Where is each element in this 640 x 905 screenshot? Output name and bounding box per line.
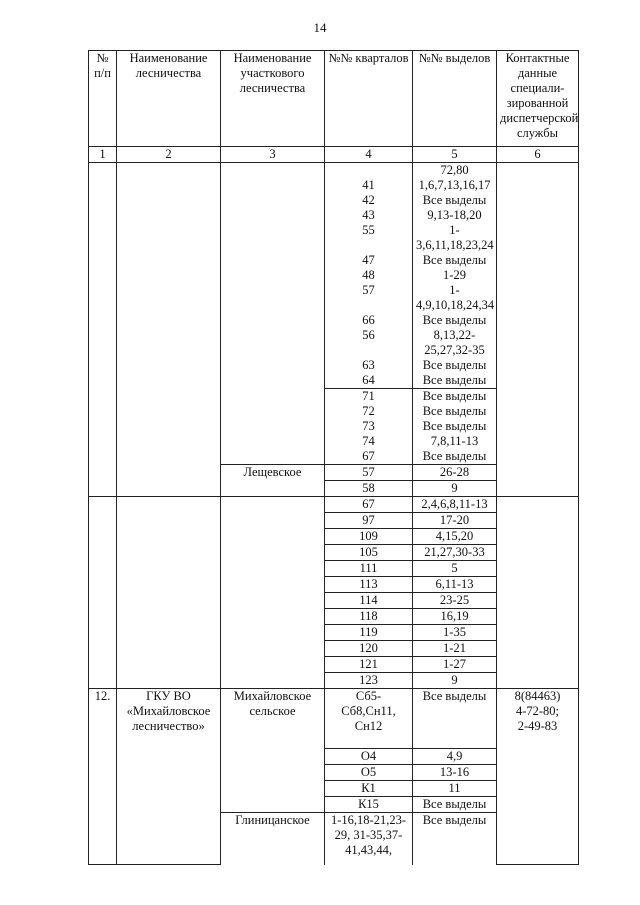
col-number: 6 [497, 147, 579, 163]
contacts-cell [497, 163, 579, 497]
lesnichestvo-cell [117, 163, 221, 497]
uchastkovoe-cell [221, 163, 325, 465]
kvartal-cell: 118 [325, 609, 413, 625]
vydel-cell: 16,19 [413, 609, 497, 625]
header-num: № п/п [89, 51, 117, 147]
num-cell [89, 163, 117, 497]
vydel-cell: Все выделы [413, 797, 497, 813]
forestry-table [88, 50, 579, 865]
contacts-cell [497, 497, 579, 689]
row-number: 12. [89, 689, 117, 865]
kvartal-cell: О5 [325, 765, 413, 781]
kvartal-cell: 113 [325, 577, 413, 593]
vydely-cell: Все выделы Все выделы Все выделы 7,8,11-13 Все выделы [413, 389, 497, 465]
vydel-cell: 13-16 [413, 765, 497, 781]
vydel-cell: 1-35 [413, 625, 497, 641]
uchastkovoe-cell [221, 497, 325, 689]
num-cell [89, 497, 117, 689]
vydel-cell: 11 [413, 781, 497, 797]
table-row [89, 689, 579, 749]
col-number: 1 [89, 147, 117, 163]
vydel-cell: 2,4,6,8,11-13 [413, 497, 497, 513]
kvartaly-cell: 41 42 43 55 47 48 57 66 56 63 64 [325, 163, 413, 389]
page-number: 14 [313, 20, 327, 35]
vydel-cell: 6,11-13 [413, 577, 497, 593]
kvartal-cell: 121 [325, 657, 413, 673]
kvartal-cell: К1 [325, 781, 413, 797]
kvartal-cell: О4 [325, 749, 413, 765]
kvartaly-cell: 71 72 73 74 67 [325, 389, 413, 465]
kvartal-cell: 97 [325, 513, 413, 529]
kvartal-cell: 114 [325, 593, 413, 609]
kvartal-cell: 123 [325, 673, 413, 689]
header-contacts: Контактные данные специали-зированной диспетчерской службы [497, 51, 579, 147]
col-number: 5 [413, 147, 497, 163]
vydel-cell: Все выделы [413, 813, 497, 865]
kvartal-cell: 111 [325, 561, 413, 577]
vydely-cell: 72,80 1,6,7,13,16,17 Все выделы 9,13-18,20 1- 3,6,11,18,23,24 Все выделы 1-29 1- 4,9,10,18,24,34 Все выделы 8,13,22- 25,27,32-35 Все выделы Все выделы [413, 163, 497, 389]
lesnichestvo-name: ГКУ ВО «Михайловское лесничество» [117, 689, 221, 865]
kvartal-cell: 109 [325, 529, 413, 545]
vydel-cell: 1-27 [413, 657, 497, 673]
kvartal-cell: К15 [325, 797, 413, 813]
column-number-row [89, 147, 579, 163]
kvartaly-cell: 1-16,18-21,23- 29, 31-35,37- 41,43,44, [325, 813, 413, 865]
kvartal-cell: 57 [325, 465, 413, 481]
header-lesnichestvo: Наименование лесничества [117, 51, 221, 147]
uchastkovoe-mikhaylovskoe: Михайловское сельское [221, 689, 325, 813]
vydel-cell: 23-25 [413, 593, 497, 609]
vydel-cell: 4,9 [413, 749, 497, 765]
vydel-cell: 4,15,20 [413, 529, 497, 545]
kvartal-cell: 105 [325, 545, 413, 561]
vydel-cell: 1-21 [413, 641, 497, 657]
vydel-cell: 26-28 [413, 465, 497, 481]
table-row [89, 497, 579, 513]
col-number: 2 [117, 147, 221, 163]
kvartaly-cell: Сб5- Сб8,Сн11, Сн12 [325, 689, 413, 749]
vydel-cell: 9 [413, 673, 497, 689]
vydel-cell: 17-20 [413, 513, 497, 529]
lesnichestvo-cell [117, 497, 221, 689]
kvartal-cell: 120 [325, 641, 413, 657]
kvartal-cell: 58 [325, 481, 413, 497]
col-number: 3 [221, 147, 325, 163]
uchastkovoe-glinitsanskoe: Глиницанское [221, 813, 325, 865]
header-vydely: №№ выделов [413, 51, 497, 147]
col-number: 4 [325, 147, 413, 163]
table-row [89, 163, 579, 389]
vydel-cell: 21,27,30-33 [413, 545, 497, 561]
uchastkovoe-leshchevskoe: Лещевское [221, 465, 325, 497]
header-kvartaly: №№ кварталов [325, 51, 413, 147]
header-row [89, 51, 579, 147]
vydel-cell: Все выделы [413, 689, 497, 749]
vydel-cell: 5 [413, 561, 497, 577]
header-uchastkovoe: Наименование участкового лесничества [221, 51, 325, 147]
contacts-cell: 8(84463) 4-72-80; 2-49-83 [497, 689, 579, 865]
kvartal-cell: 119 [325, 625, 413, 641]
kvartal-cell: 67 [325, 497, 413, 513]
vydel-cell: 9 [413, 481, 497, 497]
